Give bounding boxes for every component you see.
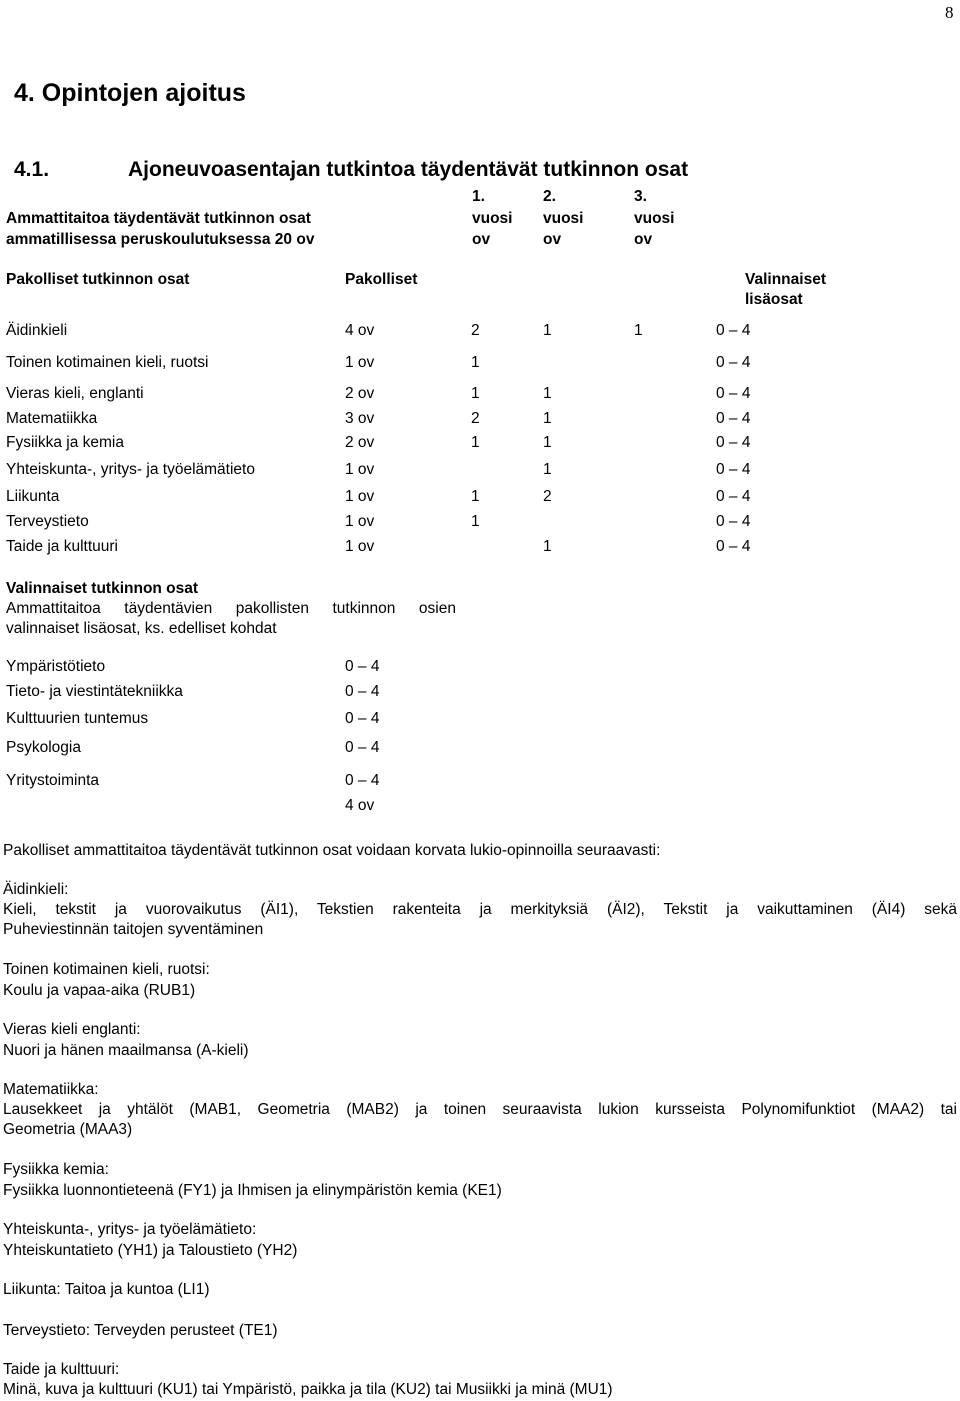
row-year2: 1 <box>543 322 552 339</box>
row-ov: 1 ov <box>345 354 375 371</box>
row-name: Liikunta <box>6 488 60 505</box>
row-year1: 2 <box>471 322 480 339</box>
replacement-line: Yhteiskuntatieto (YH1) ja Taloustieto (YH2) <box>3 1242 298 1259</box>
row-ov: 4 ov <box>345 322 375 339</box>
row-optional: 0 – 4 <box>716 461 751 478</box>
row-ov: 1 ov <box>345 461 375 478</box>
row-optional: 0 – 4 <box>716 410 751 427</box>
optional-title: Valinnaiset tutkinnon osat <box>6 580 199 597</box>
optional-desc-line-2: valinnaiset lisäosat, ks. edelliset kohdat <box>6 620 277 637</box>
row-year1: 1 <box>471 488 480 505</box>
row-name: Terveystieto <box>6 513 89 530</box>
year1-unit: ov <box>472 231 491 248</box>
heading-1: 4. Opintojen ajoitus <box>14 79 246 107</box>
row-optional: 0 – 4 <box>716 434 751 451</box>
replacement-title: Matematiikka: <box>3 1081 99 1098</box>
row-year3: 1 <box>634 322 643 339</box>
replacement-line: Fysiikka luonnontieteenä (FY1) ja Ihmisen ja elinympäristön kemia (KE1) <box>3 1182 502 1199</box>
year2-unit: ov <box>543 231 562 248</box>
row-optional: 0 – 4 <box>716 488 751 505</box>
optional-item-value: 0 – 4 <box>345 683 380 700</box>
replacement-line: Puheviestinnän taitojen syventäminen <box>3 921 264 938</box>
row-ov: 2 ov <box>345 434 375 451</box>
row-year2: 1 <box>543 538 552 555</box>
replacement-title: Taide ja kulttuuri: <box>3 1361 120 1378</box>
replacement-line: Lausekkeet ja yhtälöt (MAB1, Geometria (MAB2) ja toinen seuraavista lukion kursseista Polynomifunktiot (MAA2) tai <box>3 1101 957 1118</box>
optional-item-name: Tieto- ja viestintätekniikka <box>6 683 183 700</box>
replacement-title: Yhteiskunta-, yritys- ja työelämätieto: <box>3 1221 257 1238</box>
row-optional: 0 – 4 <box>716 354 751 371</box>
optional-item-name: Yritystoiminta <box>6 772 100 789</box>
row-ov: 3 ov <box>345 410 375 427</box>
optional-item-value: 0 – 4 <box>345 739 380 756</box>
row-year2: 1 <box>543 434 552 451</box>
row-name: Fysiikka ja kemia <box>6 434 124 451</box>
replacement-line: Geometria (MAA3) <box>3 1121 133 1138</box>
replacement-line: Kieli, tekstit ja vuorovaikutus (ÄI1), Tekstien rakenteita ja merkityksiä (ÄI2), Tekstit ja vaikuttaminen (ÄI4) sekä <box>3 901 957 918</box>
replacement-line: Koulu ja vapaa-aika (RUB1) <box>3 982 196 999</box>
row-name: Matematiikka <box>6 410 98 427</box>
row-year2: 2 <box>543 488 552 505</box>
row-optional: 0 – 4 <box>716 538 751 555</box>
optional-item-name: Ympäristötieto <box>6 658 106 675</box>
row-name: Vieras kieli, englanti <box>6 385 144 402</box>
optional-item-name: Kulttuurien tuntemus <box>6 710 149 727</box>
row-optional: 0 – 4 <box>716 385 751 402</box>
row-optional: 0 – 4 <box>716 513 751 530</box>
year3-number: 3. <box>634 188 647 205</box>
row-year2: 1 <box>543 385 552 402</box>
table-title-line-1: Ammattitaitoa täydentävät tutkinnon osat <box>6 210 311 227</box>
year3-unit: ov <box>634 231 653 248</box>
page-number: 8 <box>945 3 954 22</box>
replacement-line: Nuori ja hänen maailmansa (A-kieli) <box>3 1042 249 1059</box>
replacement-title: Terveystieto: Terveyden perusteet (TE1) <box>3 1322 278 1339</box>
row-year1: 1 <box>471 385 480 402</box>
year2-number: 2. <box>543 188 556 205</box>
row-year1: 1 <box>471 434 480 451</box>
row-ov: 1 ov <box>345 488 375 505</box>
optional-item-name: Psykologia <box>6 739 81 756</box>
replacement-title: Fysiikka kemia: <box>3 1161 109 1178</box>
row-year2: 1 <box>543 461 552 478</box>
optional-item-value: 0 – 4 <box>345 772 380 789</box>
year3-label: vuosi <box>634 210 675 227</box>
year2-label: vuosi <box>543 210 584 227</box>
row-ov: 2 ov <box>345 385 375 402</box>
row-name: Äidinkieli <box>6 322 68 339</box>
year1-number: 1. <box>472 188 485 205</box>
row-ov: 1 ov <box>345 513 375 530</box>
replacement-intro: Pakolliset ammattitaitoa täydentävät tutkinnon osat voidaan korvata lukio-opinnoilla seuraavasti: <box>3 842 661 859</box>
optional-total: 4 ov <box>345 797 375 814</box>
row-name: Taide ja kulttuuri <box>6 538 119 555</box>
heading-2-title: Ajoneuvoasentajan tutkintoa täydentävät tutkinnon osat <box>128 158 689 181</box>
mandatory-label: Pakolliset tutkinnon osat <box>6 271 190 288</box>
table-title-line-2: ammatillisessa peruskoulutuksessa 20 ov <box>6 231 315 248</box>
row-name: Toinen kotimainen kieli, ruotsi <box>6 354 209 371</box>
replacement-title: Vieras kieli englanti: <box>3 1021 141 1038</box>
replacement-title: Äidinkieli: <box>3 881 69 898</box>
heading-2-number: 4.1. <box>14 158 50 181</box>
optional-item-value: 0 – 4 <box>345 710 380 727</box>
lisaosat-label: lisäosat <box>745 291 803 308</box>
row-optional: 0 – 4 <box>716 322 751 339</box>
replacement-title: Toinen kotimainen kieli, ruotsi: <box>3 961 210 978</box>
row-year1: 1 <box>471 513 480 530</box>
pakolliset-label: Pakolliset <box>345 271 418 288</box>
row-year1: 2 <box>471 410 480 427</box>
row-year1: 1 <box>471 354 480 371</box>
valinnaiset-label: Valinnaiset <box>745 271 826 288</box>
row-ov: 1 ov <box>345 538 375 555</box>
row-name: Yhteiskunta-, yritys- ja työelämätieto <box>6 461 255 478</box>
replacement-title: Liikunta: Taitoa ja kuntoa (LI1) <box>3 1281 210 1298</box>
year1-label: vuosi <box>472 210 513 227</box>
optional-item-value: 0 – 4 <box>345 658 380 675</box>
optional-desc-line-1: Ammattitaitoa täydentävien pakollisten tutkinnon osien <box>6 600 456 617</box>
row-year2: 1 <box>543 410 552 427</box>
replacement-line: Minä, kuva ja kulttuuri (KU1) tai Ympäristö, paikka ja tila (KU2) tai Musiikki ja minä (MU1) <box>3 1381 613 1398</box>
